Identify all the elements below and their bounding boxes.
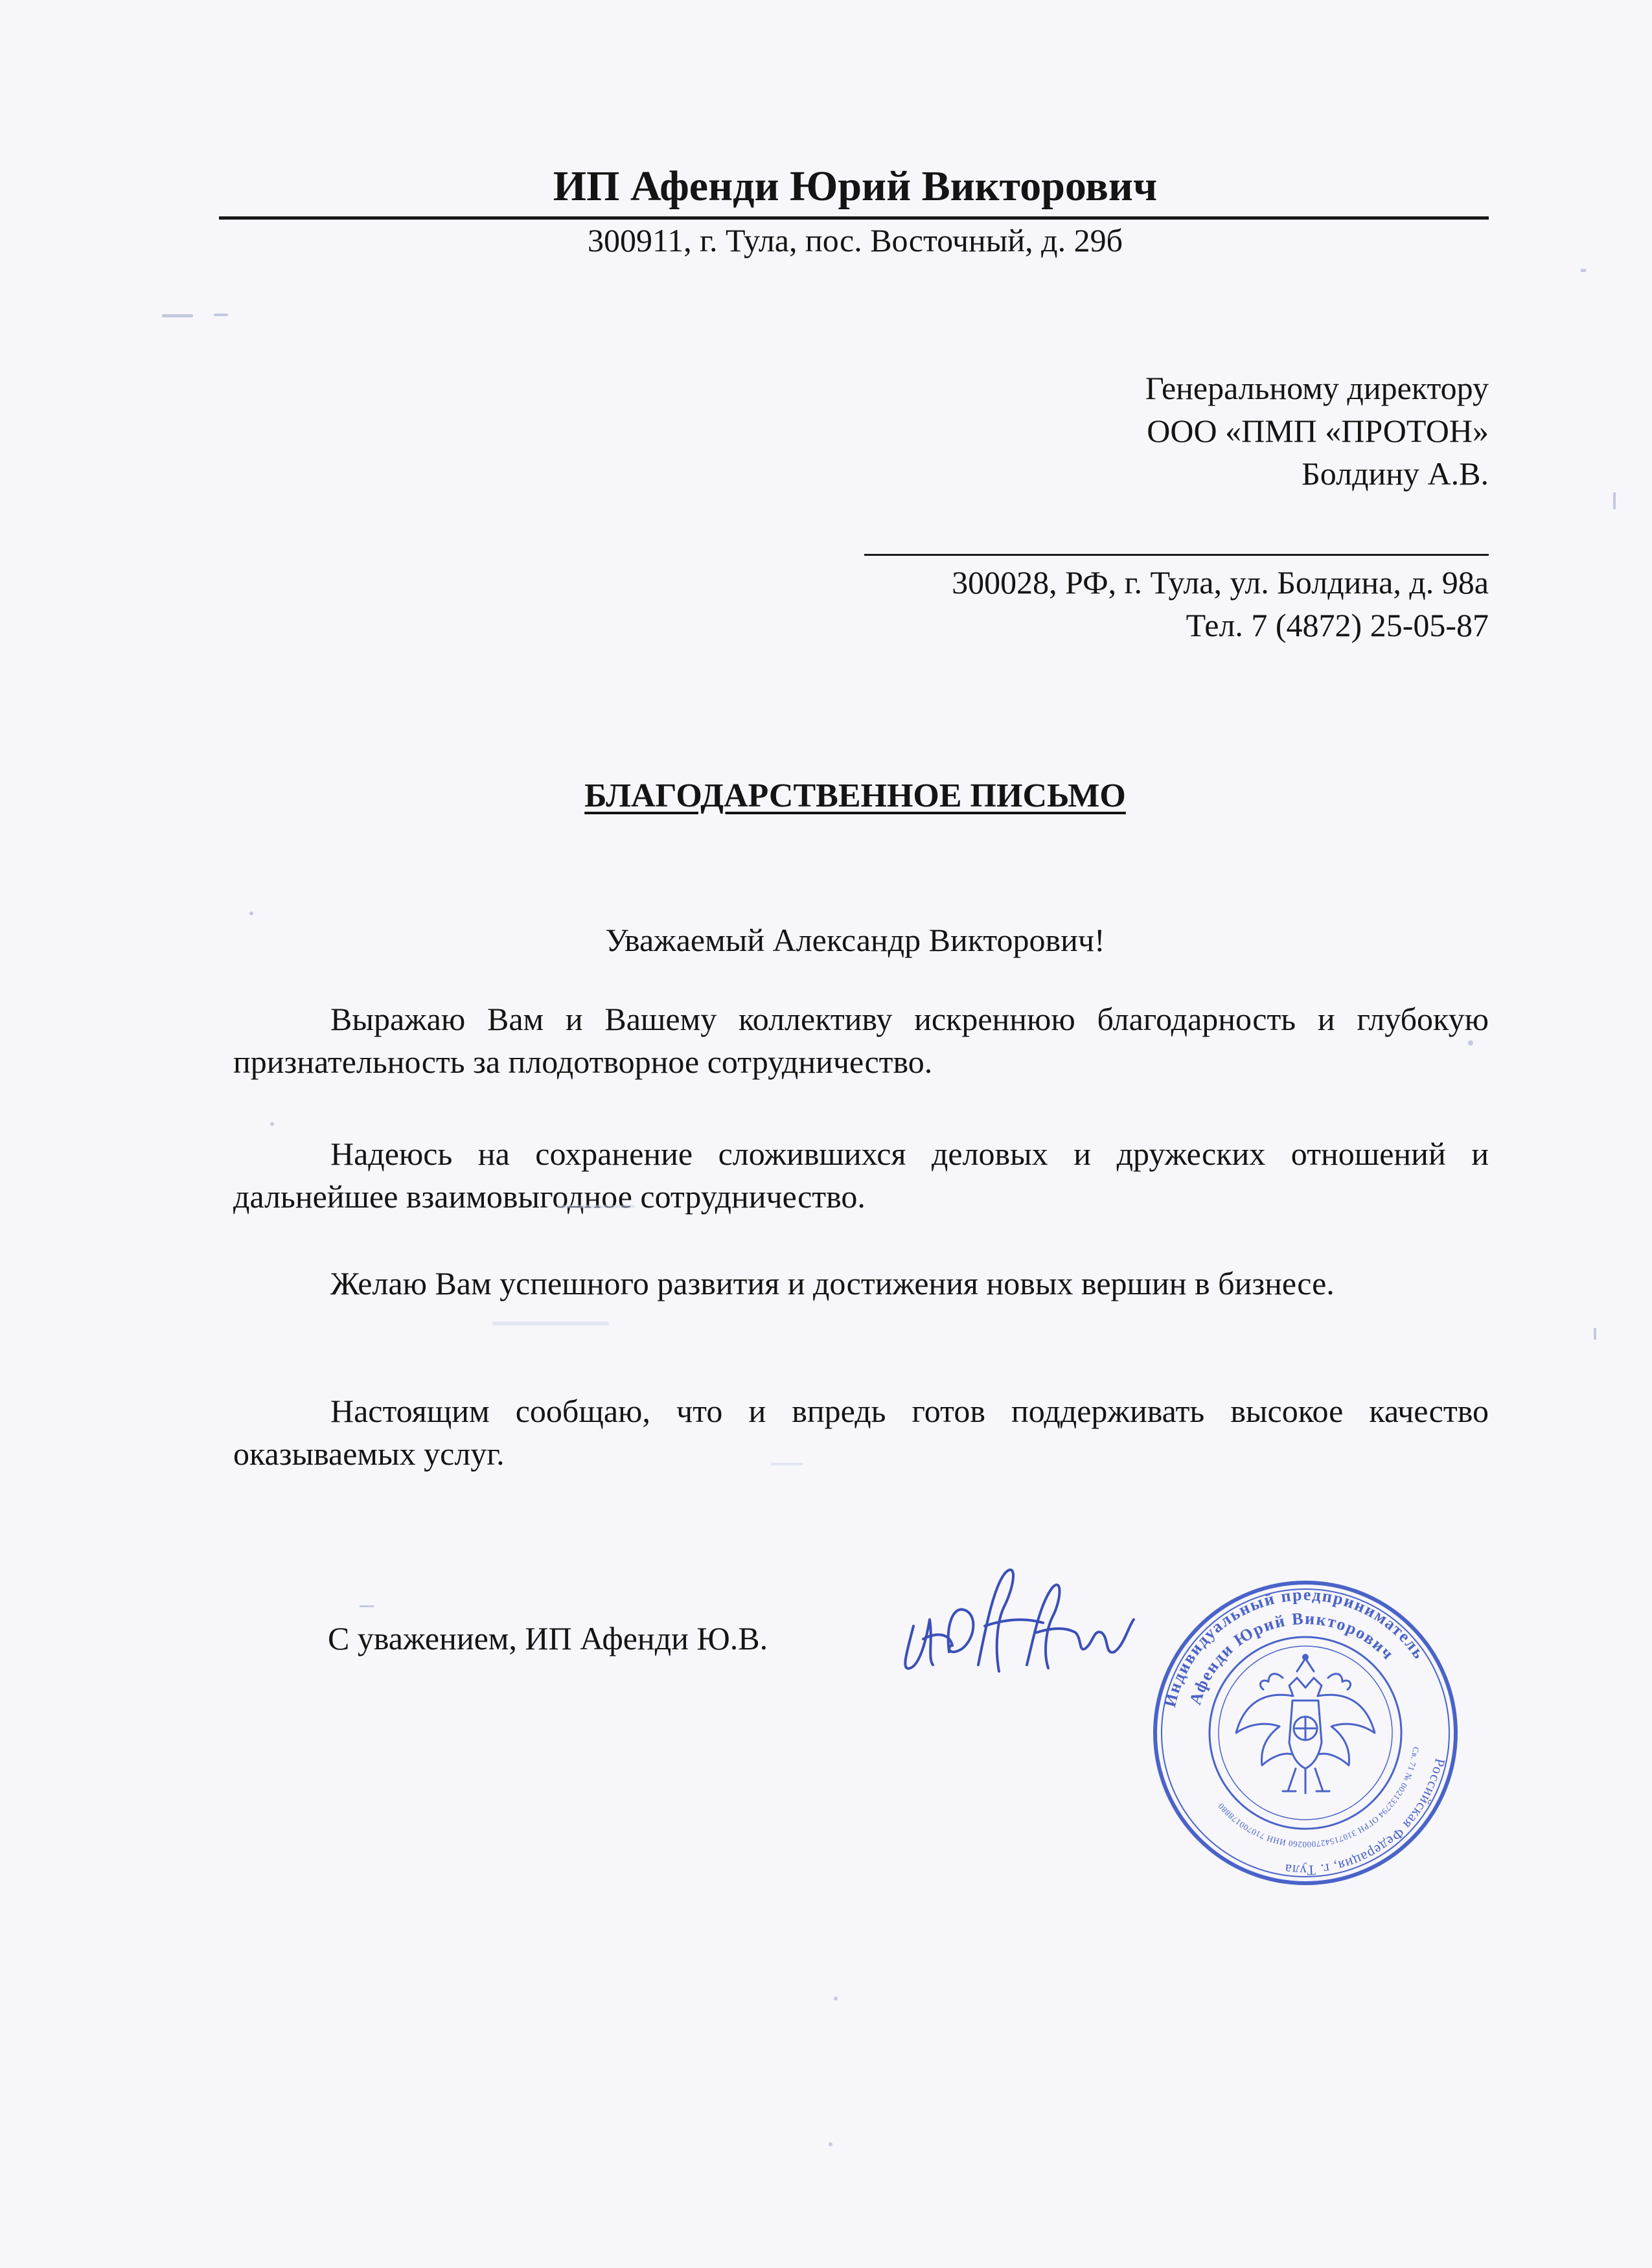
- stamp-seal: [1147, 1574, 1464, 1892]
- signature-image: [888, 1542, 1147, 1697]
- paragraph-2: Надеюсь на сохранение сложившихся деловых и дружеских отношений и дальнейшее взаимовыгодное сотрудничество.: [233, 1136, 1489, 1215]
- paragraph-3: Желаю Вам успешного развития и достижения новых вершин в бизнесе.: [330, 1265, 1335, 1301]
- document-title-block: [220, 773, 1490, 819]
- recipient-block: [582, 367, 1489, 495]
- recipient-phone: Тел. 7 (4872) 25-05-87: [1186, 607, 1489, 643]
- document-title: БЛАГОДАРСТВЕННОЕ ПИСЬМО: [584, 777, 1126, 814]
- eagle-emblem-icon: [1236, 1658, 1375, 1793]
- recipient-address-block: [582, 561, 1489, 647]
- stamp-outer-text: Индивидуальный предприниматель: [1160, 1585, 1429, 1710]
- recipient-address: 300028, РФ, г. Тула, ул. Болдина, д. 98а: [952, 564, 1489, 601]
- stamp-inner-text: Афенди Юрий Викторович: [1186, 1609, 1398, 1708]
- stamp-id-text: Св. 71 № 002132794 ОГРН 310715427000260 ИНН 710700178880: [1215, 1746, 1421, 1850]
- recipient-position: Генеральному директору: [1145, 370, 1489, 406]
- recipient-person: Болдину А.В.: [1302, 455, 1489, 492]
- closing-line: С уважением, ИП Афенди Ю.В.: [328, 1620, 768, 1656]
- letterhead-address: 300911, г. Тула, пос. Восточный, д. 29б: [587, 222, 1123, 258]
- recipient-company: ООО «ПМП «ПРОТОН»: [1147, 413, 1489, 449]
- stamp-bottom-text: Российская Федерация, г. Тула: [1283, 1757, 1449, 1879]
- salutation: Уважаемый Александр Викторович!: [605, 922, 1105, 958]
- paragraph-1: Выражаю Вам и Вашему коллективу искреннюю благодарность и глубокую признательность за плодотворное сотрудничество.: [233, 1001, 1489, 1080]
- paragraph-4: Настоящим сообщаю, что и впредь готов поддерживать высокое качество оказываемых услуг.: [233, 1393, 1489, 1472]
- recipient-rule: [864, 554, 1489, 556]
- svg-text:Российская Федерация, г. Тула: [1283, 1757, 1449, 1879]
- letterhead-name: ИП Афенди Юрий Викторович: [553, 163, 1158, 210]
